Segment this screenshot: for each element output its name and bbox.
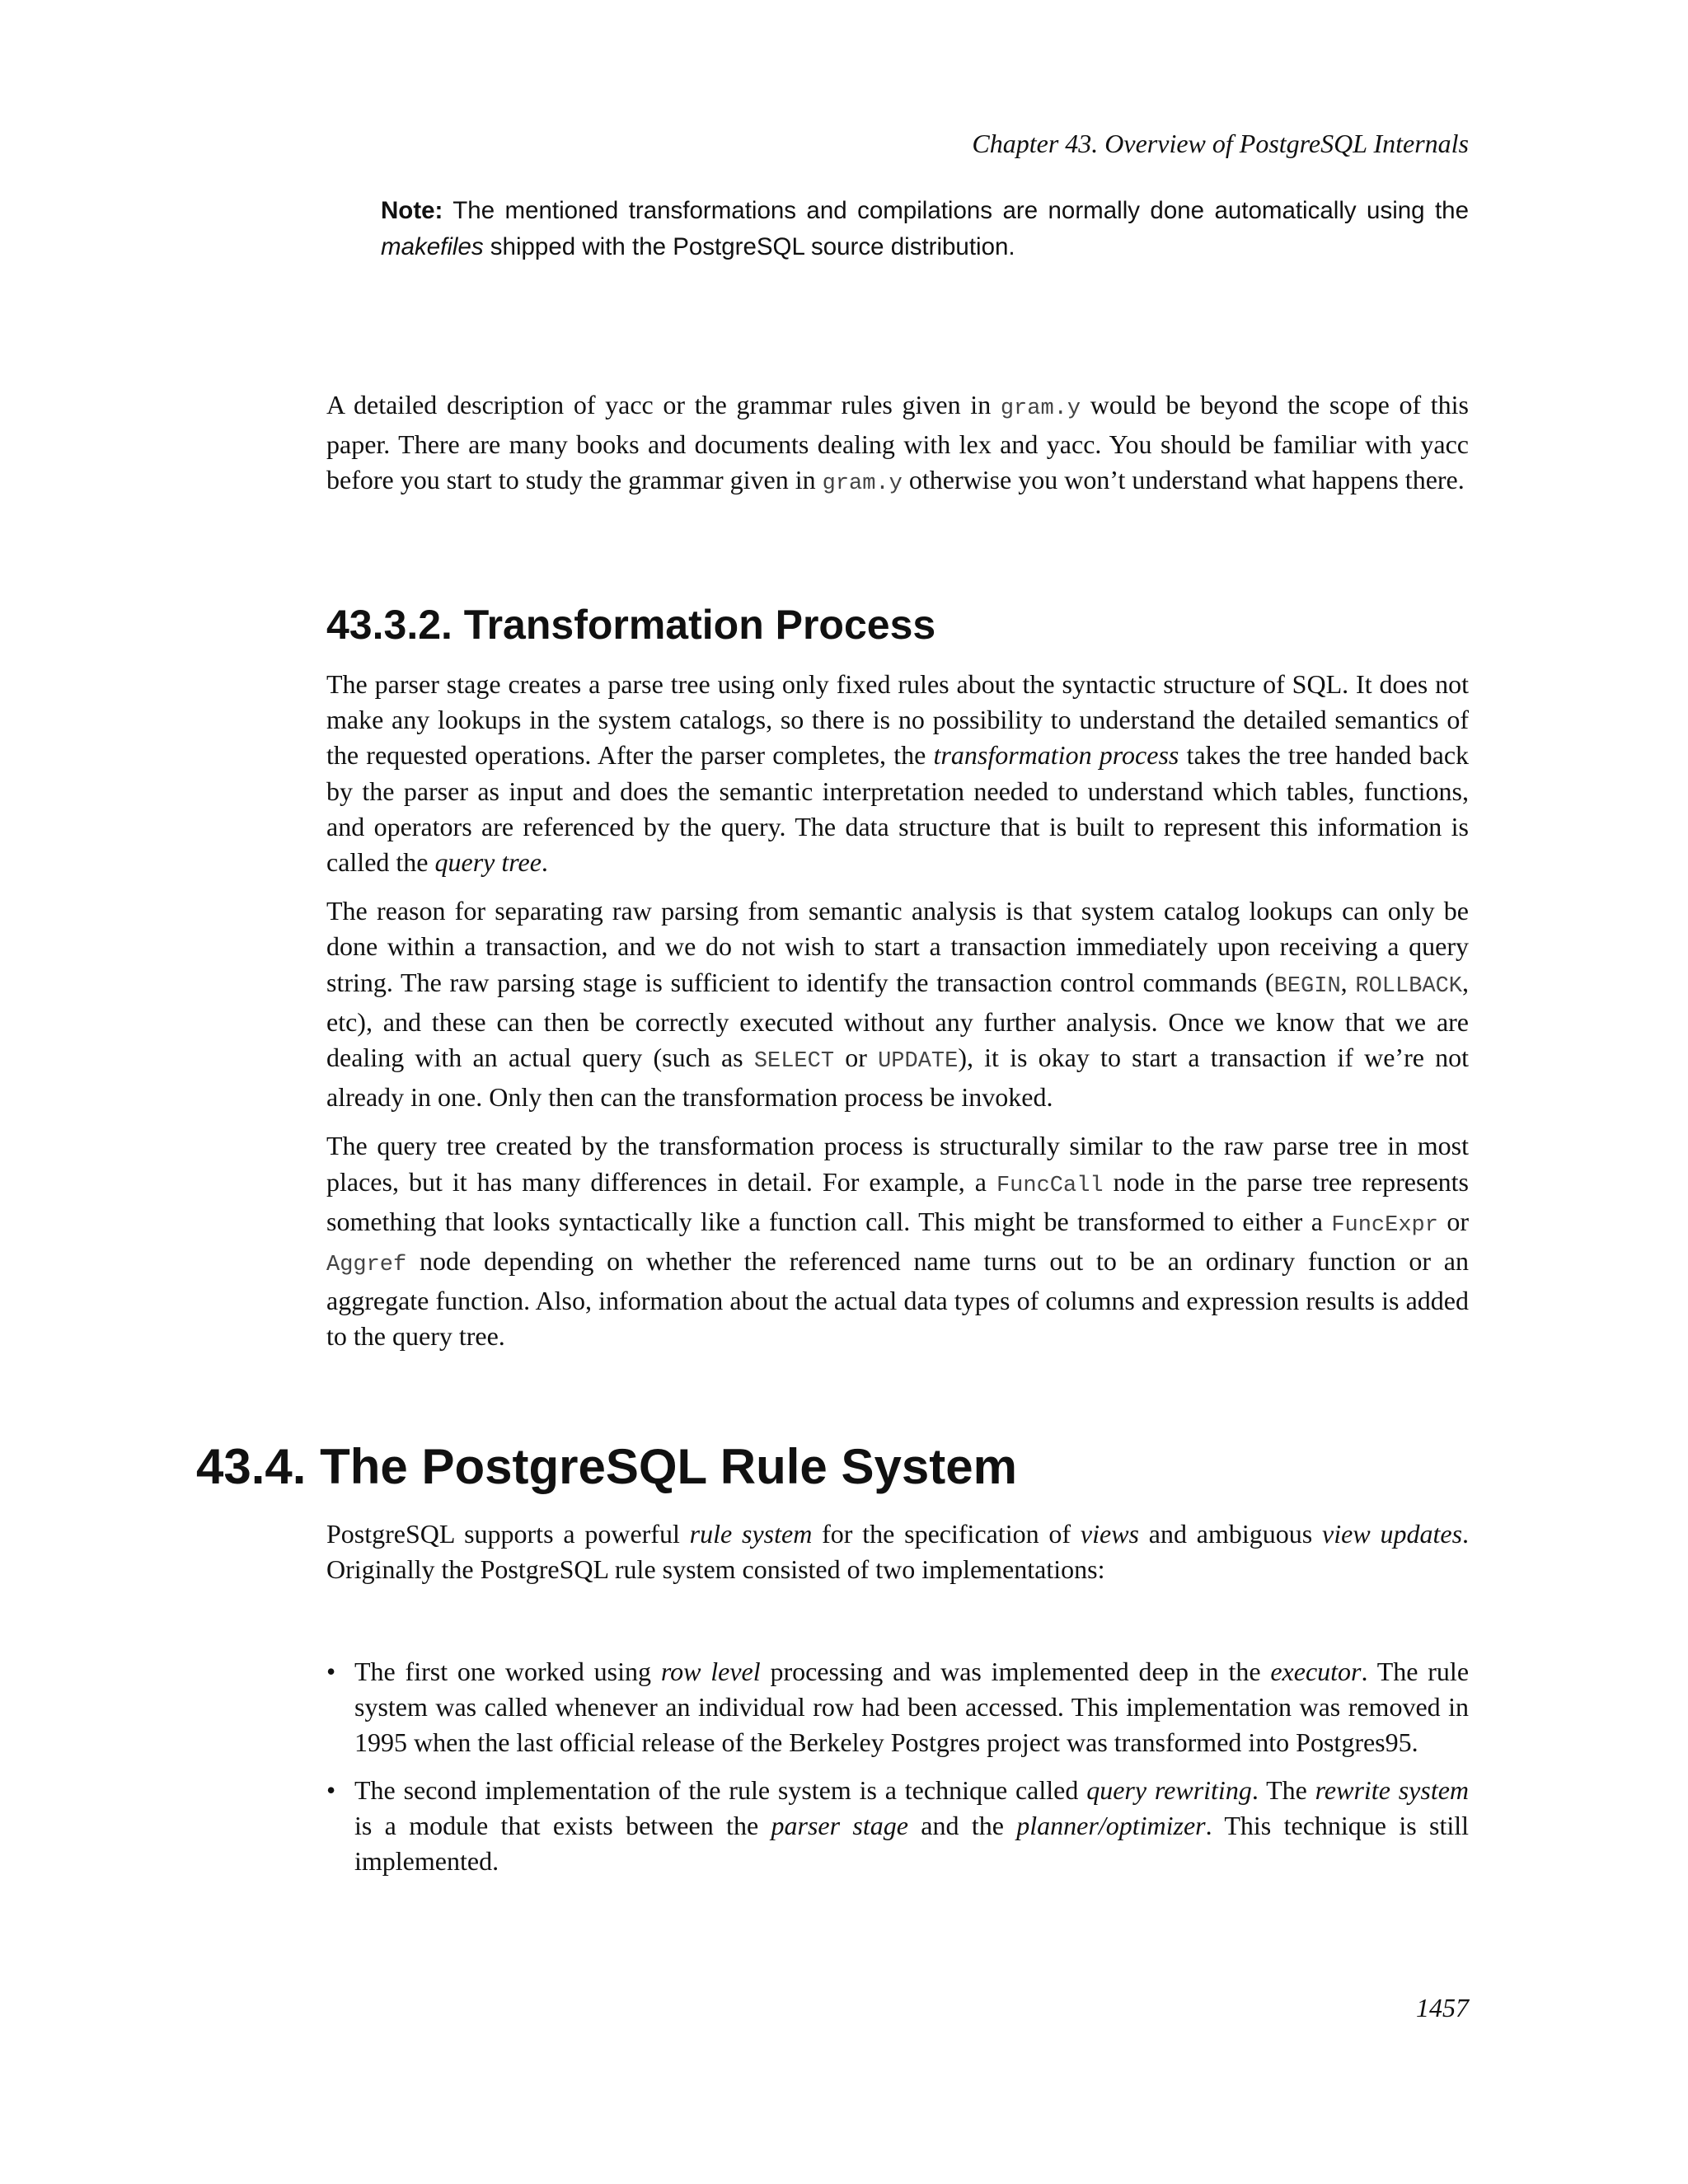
code-gram-y: gram.y [1000, 396, 1081, 421]
emphasis: executor [1270, 1657, 1362, 1686]
code-aggref: Aggref [326, 1253, 407, 1278]
page-number: 1457 [1416, 1993, 1469, 2022]
emphasis: rewrite system [1315, 1774, 1470, 1805]
text-run: The reason for separating raw parsing from semantic analysis is that system catalog lookups can only be done within a transaction, and we do not wish to start a transaction immediately upon receiving a query string. The raw parsing stage is sufficient to identify the transaction control commands ( [326, 896, 1469, 997]
text-run: node in the parse tree represents something that looks syntactically like a function call. This might be transformed to either a [326, 1166, 1470, 1236]
emphasis: row level [660, 1657, 761, 1686]
section-heading-transformation: 43.3.2. Transformation Process [326, 602, 936, 648]
paragraph [326, 1516, 1469, 1587]
list-item [326, 1654, 1469, 1761]
code-update: UPDATE [878, 1049, 959, 1075]
list-item [326, 1773, 1469, 1880]
intro-paragraph [326, 387, 1469, 516]
text-run: . The [1251, 1774, 1315, 1805]
text-run: The query tree created by the transformation process is structurally similar to the raw parse tree in most places, but it has many differences in detail. For example, a [326, 1131, 1469, 1197]
text-run: . This technique is still implemented. [354, 1810, 1470, 1877]
text-run: node depending on whether the referenced name turns out to be an ordinary function or an aggregate function. Also, information about the actual data types of columns and expression results is added to the query tree. [326, 1246, 1469, 1352]
text-run: The second implementation of the rule system is a technique called [354, 1774, 1087, 1805]
text-run: . [541, 847, 548, 878]
text-run: PostgreSQL supports a powerful [326, 1519, 690, 1549]
text-run: and the [907, 1810, 1017, 1840]
emphasis: transformation process [933, 740, 1179, 771]
code-select: SELECT [753, 1049, 835, 1075]
text-run: would be beyond the scope of this paper. There are many books and documents dealing with lex and yacc. You should be familiar with yacc before you start to study the grammar given in [326, 390, 1470, 495]
code-rollback: ROLLBACK [1355, 973, 1463, 999]
code-gram-y: gram.y [822, 471, 903, 497]
text-run: processing and was implemented deep in the [760, 1657, 1271, 1686]
text-run: . The rule system was called whenever an individual row had been accessed. This implementation was removed in 1995 when the last official release of the Berkeley Postgres project was transformed into Postgres95. [354, 1657, 1470, 1758]
code-funccall: FuncCall [996, 1173, 1104, 1198]
paragraph [326, 667, 1469, 880]
note-label: Note: [381, 197, 443, 224]
text-run: ), it is okay to start a transaction if we’re not already in one. Only then can the transformation process be invoked. [326, 1043, 1470, 1113]
emphasis: view updates [1322, 1519, 1463, 1549]
rule-system-intro [326, 1516, 1469, 1601]
text-run: The first one worked using [354, 1657, 661, 1686]
note-makefiles: makefiles [381, 233, 484, 260]
note-text: The mentioned transformations and compilations are normally done automatically using the [443, 197, 1469, 224]
running-header: Chapter 43. Overview of PostgreSQL Internals [972, 129, 1469, 158]
emphasis: rule system [689, 1519, 813, 1549]
section-heading-rule-system: 43.4. The PostgreSQL Rule System [196, 1439, 1017, 1494]
text-run: otherwise you won’t understand what happens there. [902, 465, 1465, 495]
text-run: or [1437, 1206, 1470, 1236]
emphasis: query rewriting [1086, 1774, 1252, 1805]
text-run: A detailed description of yacc or the grammar rules given in [326, 390, 1001, 419]
note-text-end: shipped with the PostgreSQL source distribution. [483, 233, 1015, 260]
implementations-list [326, 1654, 1469, 1891]
text-run: is a module that exists between the [354, 1810, 771, 1840]
code-funcexpr: FuncExpr [1331, 1212, 1438, 1238]
text-run: and ambiguous [1138, 1519, 1323, 1549]
code-begin: BEGIN [1273, 973, 1341, 999]
text-run: or [834, 1043, 879, 1073]
text-run: takes the tree handed back by the parser as input and does the semantic interpretation needed to understand which tables, functions, and operators are referenced by the query. The data structure that is built to represent this information is called the [326, 740, 1470, 878]
text-run: , [1340, 967, 1356, 997]
emphasis: parser stage [771, 1810, 908, 1840]
paragraph [326, 1128, 1469, 1354]
text-run: The parser stage creates a parse tree using only fixed rules about the syntactic structure of SQL. It does not make any lookups in the system catalogs, so there is no possibility to understand the detailed semantics of the requested operations. After the parser completes, the [326, 669, 1469, 771]
text-run: for the specification of [812, 1519, 1081, 1549]
paragraph [326, 893, 1469, 1115]
text-run: , etc), and these can then be correctly executed without any further analysis. Once we know that we are dealing with an actual query (such as [326, 967, 1470, 1073]
emphasis: query tree [434, 847, 542, 878]
emphasis: views [1080, 1519, 1139, 1549]
note-box [381, 193, 1469, 265]
bullet-icon: • [326, 1774, 336, 1805]
bullet-icon: • [326, 1657, 336, 1686]
text-run: . Originally the PostgreSQL rule system consisted of two implementations: [326, 1519, 1470, 1585]
transformation-section-body [326, 667, 1469, 1368]
emphasis: planner/optimizer [1016, 1810, 1206, 1840]
